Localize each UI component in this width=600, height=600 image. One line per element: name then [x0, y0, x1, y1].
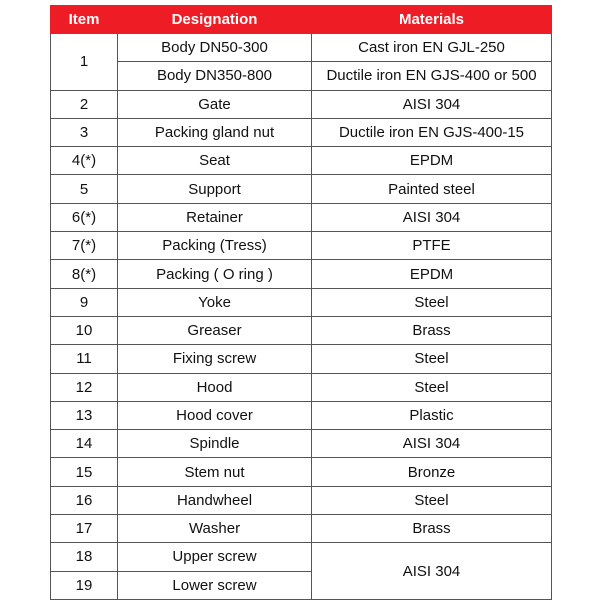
material-cell: Steel [312, 486, 552, 514]
material-cell: Ductile iron EN GJS-400-15 [312, 118, 552, 146]
header-materials: Materials [312, 6, 552, 34]
material-cell: Steel [312, 345, 552, 373]
table-row [51, 288, 552, 316]
table-row [51, 430, 552, 458]
item-cell: 4(*) [51, 147, 118, 175]
material-cell: AISI 304 [312, 90, 552, 118]
designation-cell: Washer [118, 515, 312, 543]
table-row [51, 203, 552, 231]
designation-cell: Body DN350-800 [118, 62, 312, 90]
designation-cell: Stem nut [118, 458, 312, 486]
material-cell: Brass [312, 515, 552, 543]
designation-cell: Support [118, 175, 312, 203]
item-cell: 11 [51, 345, 118, 373]
material-cell: Bronze [312, 458, 552, 486]
table-row [51, 62, 552, 90]
material-cell: Brass [312, 316, 552, 344]
material-cell: AISI 304 [312, 543, 552, 600]
designation-cell: Handwheel [118, 486, 312, 514]
material-cell: Painted steel [312, 175, 552, 203]
designation-cell: Spindle [118, 430, 312, 458]
table-row [51, 175, 552, 203]
item-cell: 15 [51, 458, 118, 486]
item-cell: 5 [51, 175, 118, 203]
item-cell: 12 [51, 373, 118, 401]
item-cell: 10 [51, 316, 118, 344]
table-row [51, 458, 552, 486]
item-cell: 9 [51, 288, 118, 316]
item-cell: 17 [51, 515, 118, 543]
item-cell: 3 [51, 118, 118, 146]
item-cell: 13 [51, 401, 118, 429]
item-cell: 18 [51, 543, 118, 571]
item-cell: 2 [51, 90, 118, 118]
designation-cell: Seat [118, 147, 312, 175]
material-cell: Steel [312, 288, 552, 316]
material-cell: EPDM [312, 147, 552, 175]
table-row [51, 515, 552, 543]
table-row [51, 260, 552, 288]
table-row [51, 401, 552, 429]
header-row [51, 6, 552, 34]
material-cell: Steel [312, 373, 552, 401]
materials-table [50, 5, 552, 600]
material-cell: Cast iron EN GJL-250 [312, 34, 552, 62]
designation-cell: Retainer [118, 203, 312, 231]
table-row [51, 147, 552, 175]
table-row [51, 543, 552, 571]
designation-cell: Packing gland nut [118, 118, 312, 146]
designation-cell: Body DN50-300 [118, 34, 312, 62]
material-cell: PTFE [312, 232, 552, 260]
table-row [51, 90, 552, 118]
table-row [51, 316, 552, 344]
designation-cell: Upper screw [118, 543, 312, 571]
item-cell: 1 [51, 34, 118, 91]
designation-cell: Gate [118, 90, 312, 118]
header-item: Item [51, 6, 118, 34]
designation-cell: Hood cover [118, 401, 312, 429]
item-cell: 14 [51, 430, 118, 458]
designation-cell: Lower screw [118, 571, 312, 599]
item-cell: 16 [51, 486, 118, 514]
table-row [51, 486, 552, 514]
header-designation: Designation [118, 6, 312, 34]
item-cell: 19 [51, 571, 118, 599]
material-cell: EPDM [312, 260, 552, 288]
table-row [51, 118, 552, 146]
material-cell: Ductile iron EN GJS-400 or 500 [312, 62, 552, 90]
item-cell: 7(*) [51, 232, 118, 260]
material-cell: AISI 304 [312, 430, 552, 458]
item-cell: 8(*) [51, 260, 118, 288]
item-cell: 6(*) [51, 203, 118, 231]
designation-cell: Fixing screw [118, 345, 312, 373]
designation-cell: Yoke [118, 288, 312, 316]
table-row [51, 373, 552, 401]
designation-cell: Greaser [118, 316, 312, 344]
table-row [51, 232, 552, 260]
designation-cell: Packing ( O ring ) [118, 260, 312, 288]
material-cell: AISI 304 [312, 203, 552, 231]
table-row [51, 34, 552, 62]
table-row [51, 345, 552, 373]
designation-cell: Hood [118, 373, 312, 401]
designation-cell: Packing (Tress) [118, 232, 312, 260]
material-cell: Plastic [312, 401, 552, 429]
